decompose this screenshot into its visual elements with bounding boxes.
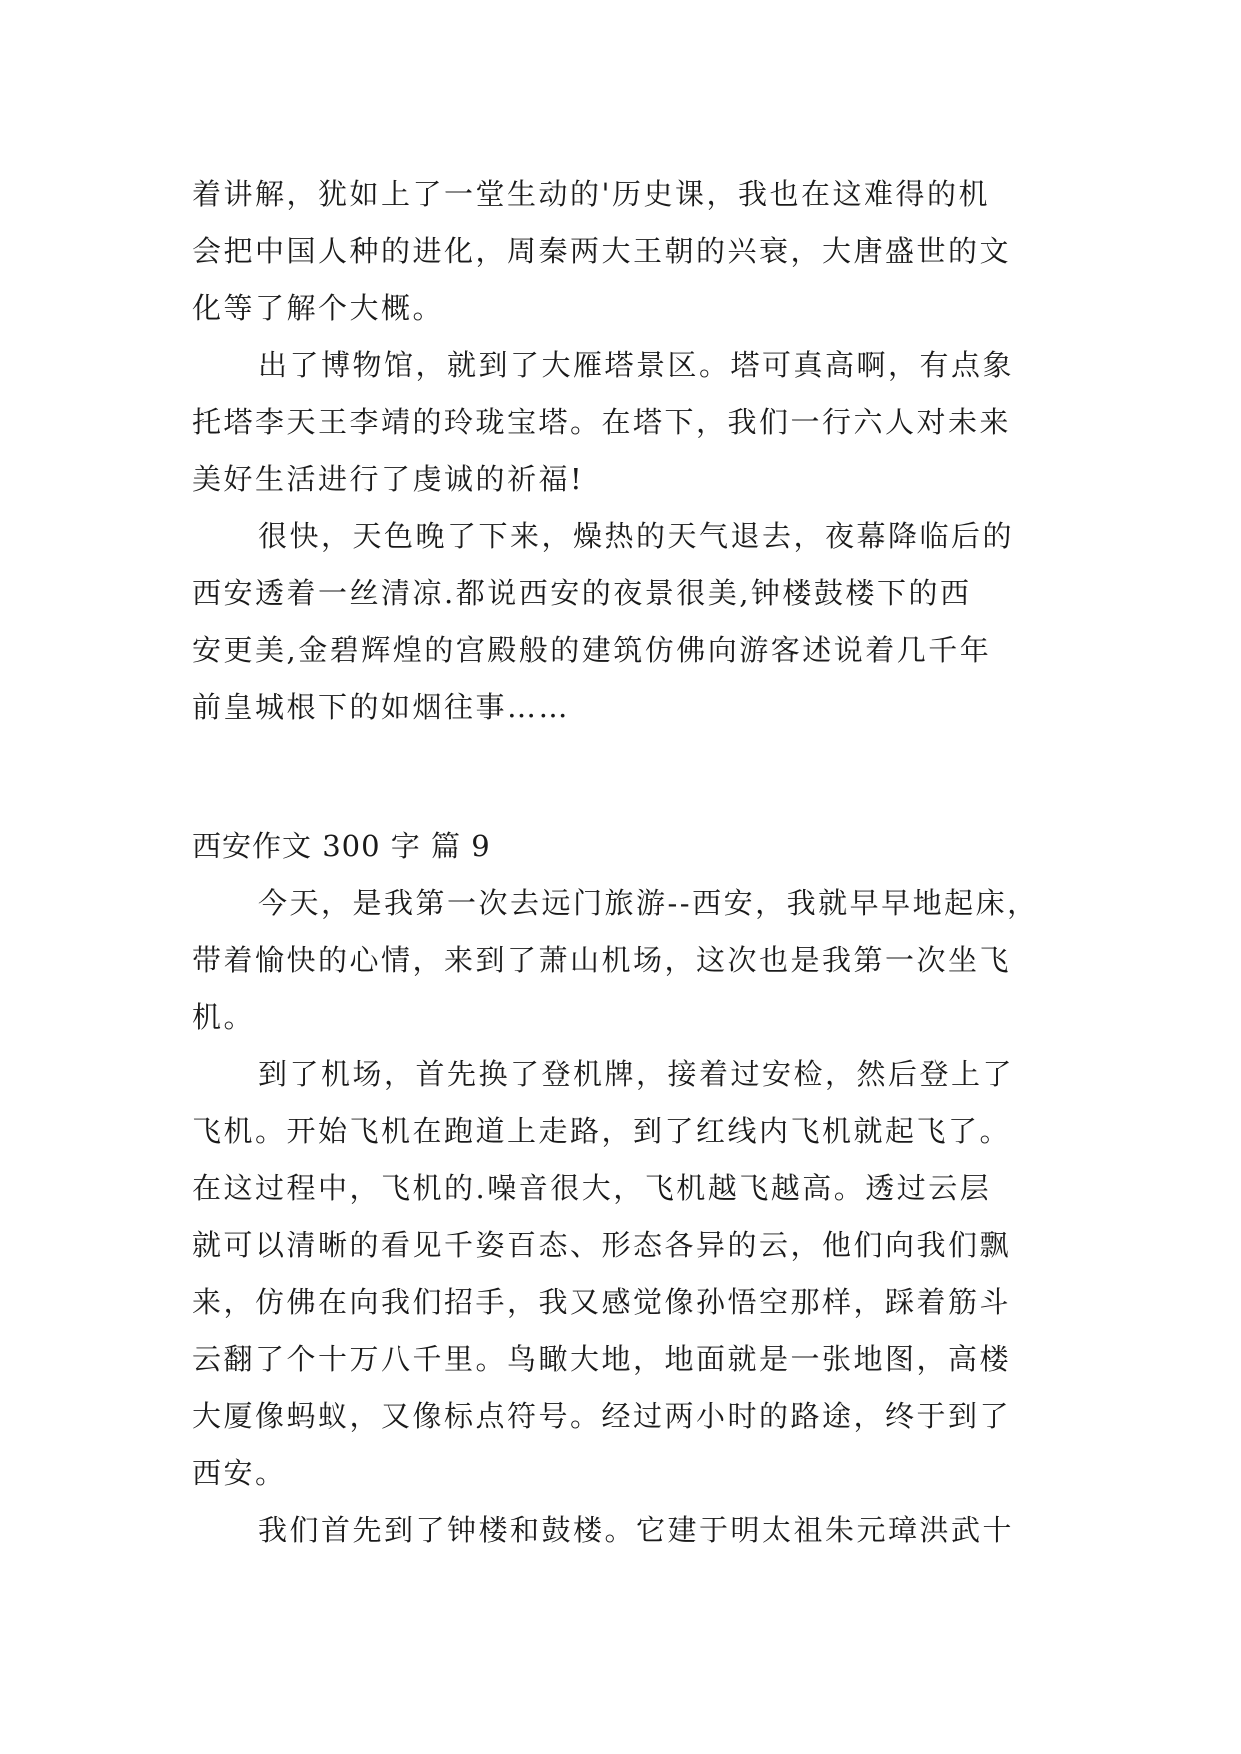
- text-line: 大厦像蚂蚁，又像标点符号。经过两小时的路途，终于到了: [192, 1399, 1012, 1433]
- paragraph: [192, 1046, 1072, 1502]
- text-line: 美好生活进行了虔诚的祈福!: [192, 462, 585, 496]
- text-line: 化等了解个大概。: [192, 291, 445, 325]
- text-line: 今天，是我第一次去远门旅游--西安，我就早早地起床，: [258, 886, 1039, 920]
- text-line: 很快，天色晚了下来，燥热的天气退去，夜幕降临后的: [258, 519, 1015, 553]
- text-line: 带着愉快的心情，来到了萧山机场，这次也是我第一次坐飞: [192, 943, 1012, 977]
- text-line: 会把中国人种的进化，周秦两大王朝的兴衰，大唐盛世的文: [192, 234, 1012, 268]
- text-line: 西安透着一丝清凉.都说西安的夜景很美,钟楼鼓楼下的西: [192, 576, 972, 610]
- text-line: 安更美,金碧辉煌的宫殿般的建筑仿佛向游客述说着几千年: [192, 633, 992, 667]
- paragraph: [192, 508, 1072, 736]
- text-line: 西安。: [192, 1456, 287, 1490]
- paragraph: [192, 1502, 1072, 1559]
- section-heading: 西安作文 300 字 篇 9: [192, 829, 491, 863]
- text-line: 云翻了个十万八千里。鸟瞰大地，地面就是一张地图，高楼: [192, 1342, 1012, 1376]
- text-line: 托塔李天王李靖的玲珑宝塔。在塔下，我们一行六人对未来: [192, 405, 1012, 439]
- paragraph: [192, 875, 1072, 1046]
- text-line: 出了博物馆，就到了大雁塔景区。塔可真高啊，有点象: [258, 348, 1015, 382]
- text-line: 我们首先到了钟楼和鼓楼。它建于明太祖朱元璋洪武十: [258, 1513, 1015, 1547]
- text-line: 就可以清晰的看见千姿百态、形态各异的云，他们向我们飘: [192, 1228, 1012, 1262]
- paragraph: [192, 337, 1072, 508]
- text-line: 着讲解，犹如上了一堂生动的'历史课，我也在这难得的机: [192, 177, 990, 211]
- text-line: 到了机场，首先换了登机牌，接着过安检，然后登上了: [258, 1057, 1015, 1091]
- document-body: [192, 166, 1072, 1559]
- text-line: 来，仿佛在向我们招手，我又感觉像孙悟空那样，踩着筋斗: [192, 1285, 1012, 1319]
- text-line: 机。: [192, 1000, 256, 1034]
- text-line: 前皇城根下的如烟往事……: [192, 690, 571, 724]
- text-line: 在这过程中，飞机的.噪音很大，飞机越飞越高。透过云层: [192, 1171, 992, 1205]
- paragraph: [192, 166, 1072, 337]
- section-spacer: [192, 736, 1072, 818]
- text-line: 飞机。开始飞机在跑道上走路，到了红线内飞机就起飞了。: [192, 1114, 1012, 1148]
